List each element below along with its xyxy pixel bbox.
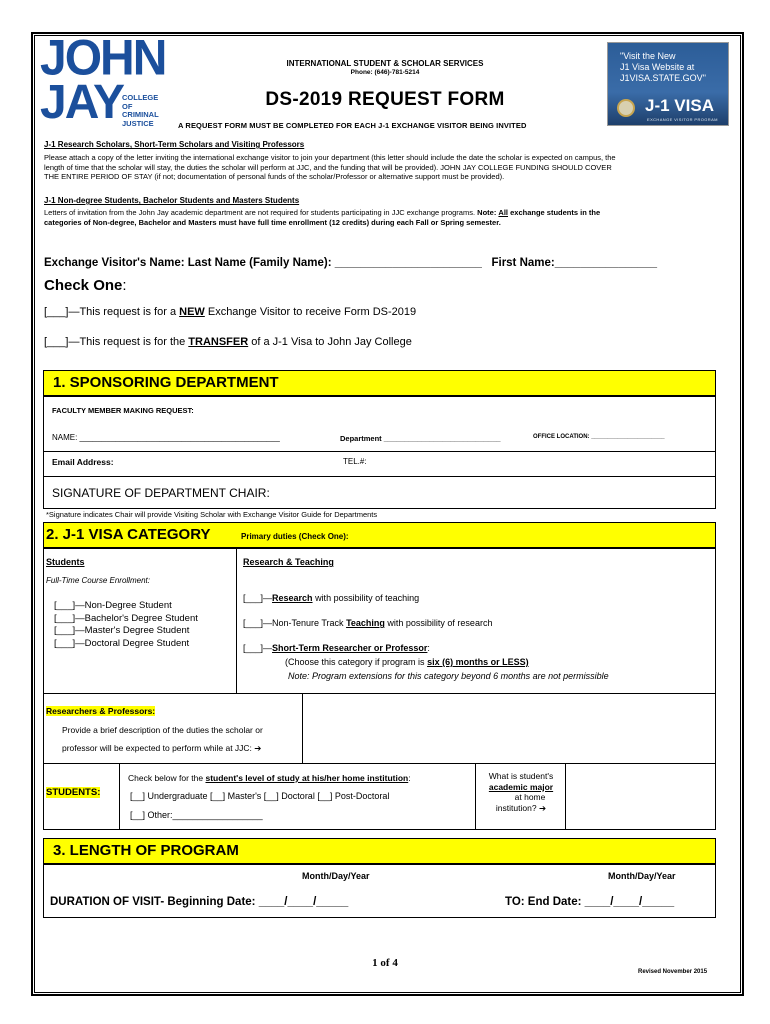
exchange-visitor-name-line[interactable]: Exchange Visitor's Name: Last Name (Family Name): _______________________ First Name:________________: [44, 257, 658, 269]
badge-footer: EXCHANGE VISITOR PROGRAM: [647, 117, 718, 122]
logo-john: JOHN: [40, 30, 166, 87]
students-label: STUDENTS:: [46, 787, 101, 798]
nondegree-body: Letters of invitation from the John Jay academic department are not required for students participating in JJC exchange programs. Note: All exchange students in the categories of Non-degree, Bachelor and Masters must have full time enrollment (12 credits) during each Fall or Spring semester.: [44, 208, 601, 227]
check-transfer-option[interactable]: [___]—This request is for the TRANSFER of a J-1 Visa to John Jay College: [44, 336, 412, 348]
fulltime-label: Full-Time Course Enrollment:: [46, 576, 150, 585]
state-seal-icon: [617, 99, 635, 117]
logo-college: COLLEGE OF CRIMINAL JUSTICE: [122, 93, 159, 128]
check-new-option[interactable]: [___]—This request is for a NEW Exchange Visitor to receive Form DS-2019: [44, 306, 417, 318]
option-master[interactable]: [___]—Master's Degree Student: [54, 625, 190, 636]
option-non-degree[interactable]: [___]—Non-Degree Student: [54, 600, 172, 611]
mdy-left: Month/Day/Year: [302, 871, 370, 881]
option-research[interactable]: [___]—Research with possibility of teaching: [243, 593, 420, 603]
signature-label: SIGNATURE OF DEPARTMENT CHAIR:: [52, 486, 270, 500]
researchers-line2: professor will be expected to perform while at JJC: ➔: [62, 743, 262, 753]
section2-subtitle: Primary duties (Check One):: [241, 532, 349, 541]
academic-major-field[interactable]: [566, 765, 715, 829]
student-options: [54, 600, 198, 650]
short-term-note: Note: Program extensions for this category beyond 6 months are not permissible: [288, 671, 609, 681]
org-name: INTERNATIONAL STUDENT & SCHOLAR SERVICES: [286, 59, 484, 68]
level-other[interactable]: [__] Other:__________________: [130, 810, 263, 820]
level-heading: Check below for the student's level of study at his/her home institution:: [128, 773, 411, 783]
mdy-right: Month/Day/Year: [608, 871, 676, 881]
form-title: DS-2019 REQUEST FORM: [265, 89, 505, 110]
faculty-label: FACULTY MEMBER MAKING REQUEST:: [52, 406, 194, 415]
section1-divider: [43, 451, 716, 452]
academic-major-label: What is student's academic major at home institution? ➔: [488, 771, 554, 813]
option-non-tenure[interactable]: [___]—Non-Tenure Track Teaching with possibility of research: [243, 618, 493, 628]
duties-description-field[interactable]: [303, 695, 715, 763]
level-options[interactable]: [__] Undergraduate [__] Master's [__] Doctoral [__] Post-Doctoral: [130, 791, 390, 801]
department-field[interactable]: Department ____________________________: [340, 434, 501, 443]
office-location-field[interactable]: OFFICE LOCATION: ______________________: [533, 434, 665, 440]
revised-date: Revised November 2015: [638, 969, 708, 975]
category-divider: [236, 548, 237, 694]
email-field[interactable]: Email Address:: [52, 457, 114, 467]
badge-text: "Visit the New J1 Visa Website at J1VISA.STATE.GOV": [620, 51, 706, 83]
tel-field[interactable]: TEL.#:: [343, 457, 367, 466]
students-heading: Students: [46, 557, 85, 567]
short-term-choose: (Choose this category if program is six (6) months or LESS): [285, 657, 529, 667]
section1-title: 1. SPONSORING DEPARTMENT: [53, 374, 279, 391]
arrow-right-icon: ➔: [538, 802, 547, 813]
phone: Phone: (646)-781-5214: [350, 69, 420, 76]
research-body: Please attach a copy of the letter inviting the international exchange visitor to join your department (this letter should include the date the scholar is expected on campus, the length of time that the scholar will stay, the duties the scholar will perform at JJC, and the funding that will be provided). JOHN JAY COLLEGE FUNDING SHOULD COVER THE ENTIRE PERIOD OF STAY (if not; documentation of personal funds of the scholar/Professor or alternative support must be provided).: [44, 153, 616, 182]
students-divider-2: [475, 764, 476, 830]
check-one-heading: Check One:: [44, 277, 127, 294]
research-heading: J-1 Research Scholars, Short-Term Scholars and Visiting Professors: [44, 140, 305, 149]
form-subtitle: A REQUEST FORM MUST BE COMPLETED FOR EACH J-1 EXCHANGE VISITOR BEING INVITED: [178, 121, 527, 130]
badge-visa-label: J-1 VISA: [645, 96, 714, 115]
researchers-label: Researchers & Professors:: [46, 706, 156, 716]
researchers-line1: Provide a brief description of the duties the scholar or: [62, 725, 263, 735]
nondegree-heading: J-1 Non-degree Students, Bachelor Students and Masters Students: [44, 196, 300, 205]
arrow-right-icon: ➔: [254, 743, 262, 753]
beginning-date-field[interactable]: DURATION OF VISIT- Beginning Date: ____/____/_____: [50, 896, 349, 908]
section3-title: 3. LENGTH OF PROGRAM: [53, 842, 239, 859]
section2-title: 2. J-1 VISA CATEGORY: [46, 526, 211, 543]
signature-footnote: *Signature indicates Chair will provide Visiting Scholar with Exchange Visitor Guide for Departments: [46, 510, 378, 519]
option-bachelor[interactable]: [___]—Bachelor's Degree Student: [54, 612, 198, 624]
faculty-name-field[interactable]: NAME: _____________________________________________: [52, 433, 280, 442]
students-divider-1: [119, 764, 120, 830]
research-teaching-heading: Research & Teaching: [243, 557, 334, 567]
logo-jay: JAY: [40, 76, 123, 129]
option-doctoral[interactable]: [___]—Doctoral Degree Student: [54, 637, 190, 649]
option-short-term[interactable]: [___]—Short-Term Researcher or Professor:: [243, 643, 430, 653]
end-date-field[interactable]: TO: End Date: ____/____/_____: [505, 896, 675, 908]
page-number: 1 of 4: [372, 957, 398, 969]
